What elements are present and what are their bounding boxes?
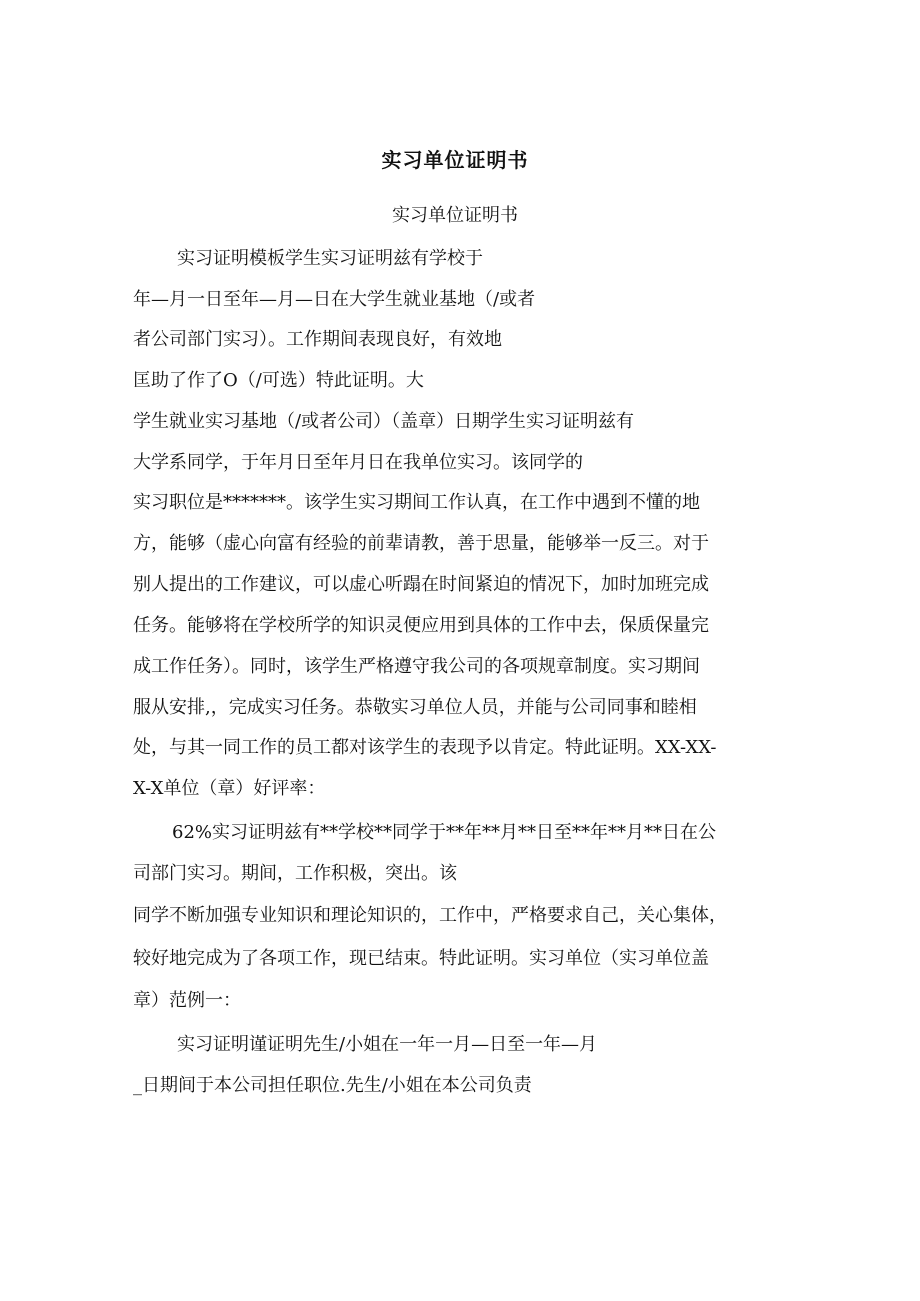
paragraph-line: 大学系同学，于年月日至年月日在我单位实习。该同学的 [133, 452, 583, 473]
document-title: 实习单位证明书 [381, 148, 529, 172]
paragraph-line: 实习证明模板学生实习证明兹有学校于 [177, 248, 483, 269]
paragraph-line: 同学不断加强专业知识和理论知识的，工作中，严格要求自己，关心集体， [133, 905, 727, 926]
paragraph-line: 方，能够（虚心向富有经验的前辈请教，善于思量，能够举一反三。对于 [133, 533, 709, 554]
paragraph-line: 年—月一日至年—月—日在大学生就业基地（/或者 [133, 289, 536, 310]
paragraph-line: 处，与其一同工作的员工都对该学生的表现予以肯定。特此证明。XX-XX- [133, 737, 717, 758]
paragraph-line: 别人提出的工作建议，可以虚心听蹋在时间紧迫的情况下，加时加班完成 [133, 574, 709, 595]
paragraph-line: 学生就业实习基地（/或者公司）（盖章）日期学生实习证明兹有 [133, 411, 635, 432]
paragraph-line: 司部门实习。期间，工作积极，突出。该 [133, 863, 457, 884]
paragraph-line: X-X单位（章）好评率： [133, 778, 326, 799]
paragraph-line: 服从安排,，完成实习任务。恭敬实习单位人员，并能与公司同事和睦相 [133, 697, 697, 718]
paragraph-line: 章）范例一： [133, 990, 241, 1011]
paragraph-line: 62%实习证明兹有**学校**同学于**年**月**日至**年**月**日在公 [172, 822, 717, 843]
paragraph-line: 匡助了作了O（/可选）特此证明。大 [133, 370, 424, 391]
paragraph-line: 任务。能够将在学校所学的知识灵便应用到具体的工作中去，保质保量完 [133, 615, 709, 636]
paragraph-line: 成工作任务）。同时，该学生严格遵守我公司的各项规章制度。实习期间 [133, 656, 700, 677]
paragraph-line: 实习职位是*******。该学生实习期间工作认真，在工作中遇到不懂的地 [133, 492, 700, 513]
paragraph-line: 较好地完成为了各项工作，现已结束。特此证明。实习单位（实习单位盖 [133, 948, 709, 969]
paragraph-line: 者公司部门实习）。工作期间表现良好，有效地 [133, 329, 502, 350]
document-subtitle: 实习单位证明书 [392, 205, 518, 226]
paragraph-line: 实习证明谨证明先生/小姐在一年一月—日至一年—月 [177, 1034, 598, 1055]
paragraph-line: _日期间于本公司担任职位.先生/小姐在本公司负责 [133, 1075, 532, 1096]
